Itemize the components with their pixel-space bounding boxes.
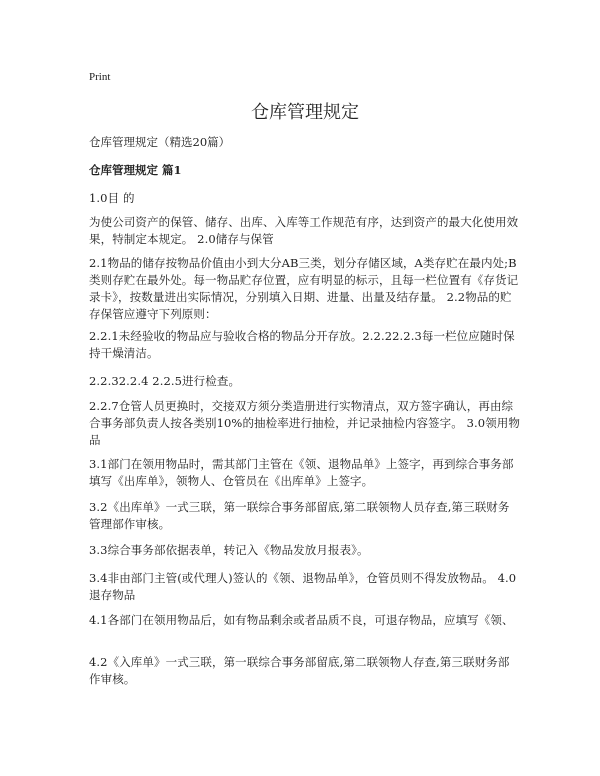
paragraph-requisition-2: 3.2《出库单》一式三联，第一联综合事务部留底,第二联领物人员存查,第三联财务管理部作审核。	[89, 500, 510, 531]
print-link[interactable]: Print	[89, 71, 111, 83]
paragraph-storage: 2.1物品的储存按物品价值由小到大分AB三类，划分存储区域，A类存贮在最内处;B类则存贮在最外处。每一物品贮存位置，应有明显的标示，且每一栏位置有《存货记录卡》，按数量进出实际情况，分别填入日期、进量、出量及结存量。 2.2物品的贮存保管应遵守下列原则：	[89, 256, 519, 321]
paragraph-requisition-4: 3.4非由部门主管(或代理人)签认的《领、退物品单》，仓管员则不得发放物品。 4.0退存物品	[89, 571, 517, 602]
page-title: 仓库管理规定	[251, 102, 359, 123]
paragraph-storage-rule-2: 2.2.32.2.4 2.2.5进行检查。	[89, 374, 241, 388]
paragraph-return-2: 4.2《入库单》一式三联，第一联综合事务部留底,第二联领物人存查,第三联财务部作审核。	[89, 655, 510, 686]
paragraph-requisition-3: 3.3综合事务部依据表单，转记入《物品发放月报表》。	[89, 543, 369, 557]
paragraph-purpose: 为使公司资产的保管、储存、出库、入库等工作规范有序，达到资产的最大化使用效果，特制定本规定。 2.0储存与保管	[89, 215, 519, 246]
section-heading: 仓库管理规定 篇1	[89, 163, 182, 177]
paragraph-storage-rule-1: 2.2.1未经验收的物品应与验收合格的物品分开存放。2.2.22.2.3每一栏位应随时保持干燥清洁。	[89, 329, 515, 360]
paragraph-return-1: 4.1各部门在领用物品后，如有物品剩余或者品质不良，可退存物品，应填写《领、	[89, 613, 514, 627]
paragraph-handover: 2.2.7仓管人员更换时，交接双方须分类造册进行实物清点，双方签字确认，再由综合事务部负责人按各类别10%的抽检率进行抽检，并记录抽检内容签字。 3.0领用物品	[89, 399, 521, 447]
document-subtitle: 仓库管理规定（精选20篇）	[89, 135, 231, 149]
paragraph-purpose-heading: 1.0目 的	[89, 191, 135, 205]
paragraph-requisition-1: 3.1部门在领用物品时，需其部门主管在《领、退物品单》上签字，再到综合事务部填写《出库单》，领物人、仓管员在《出库单》上签字。	[89, 457, 514, 488]
